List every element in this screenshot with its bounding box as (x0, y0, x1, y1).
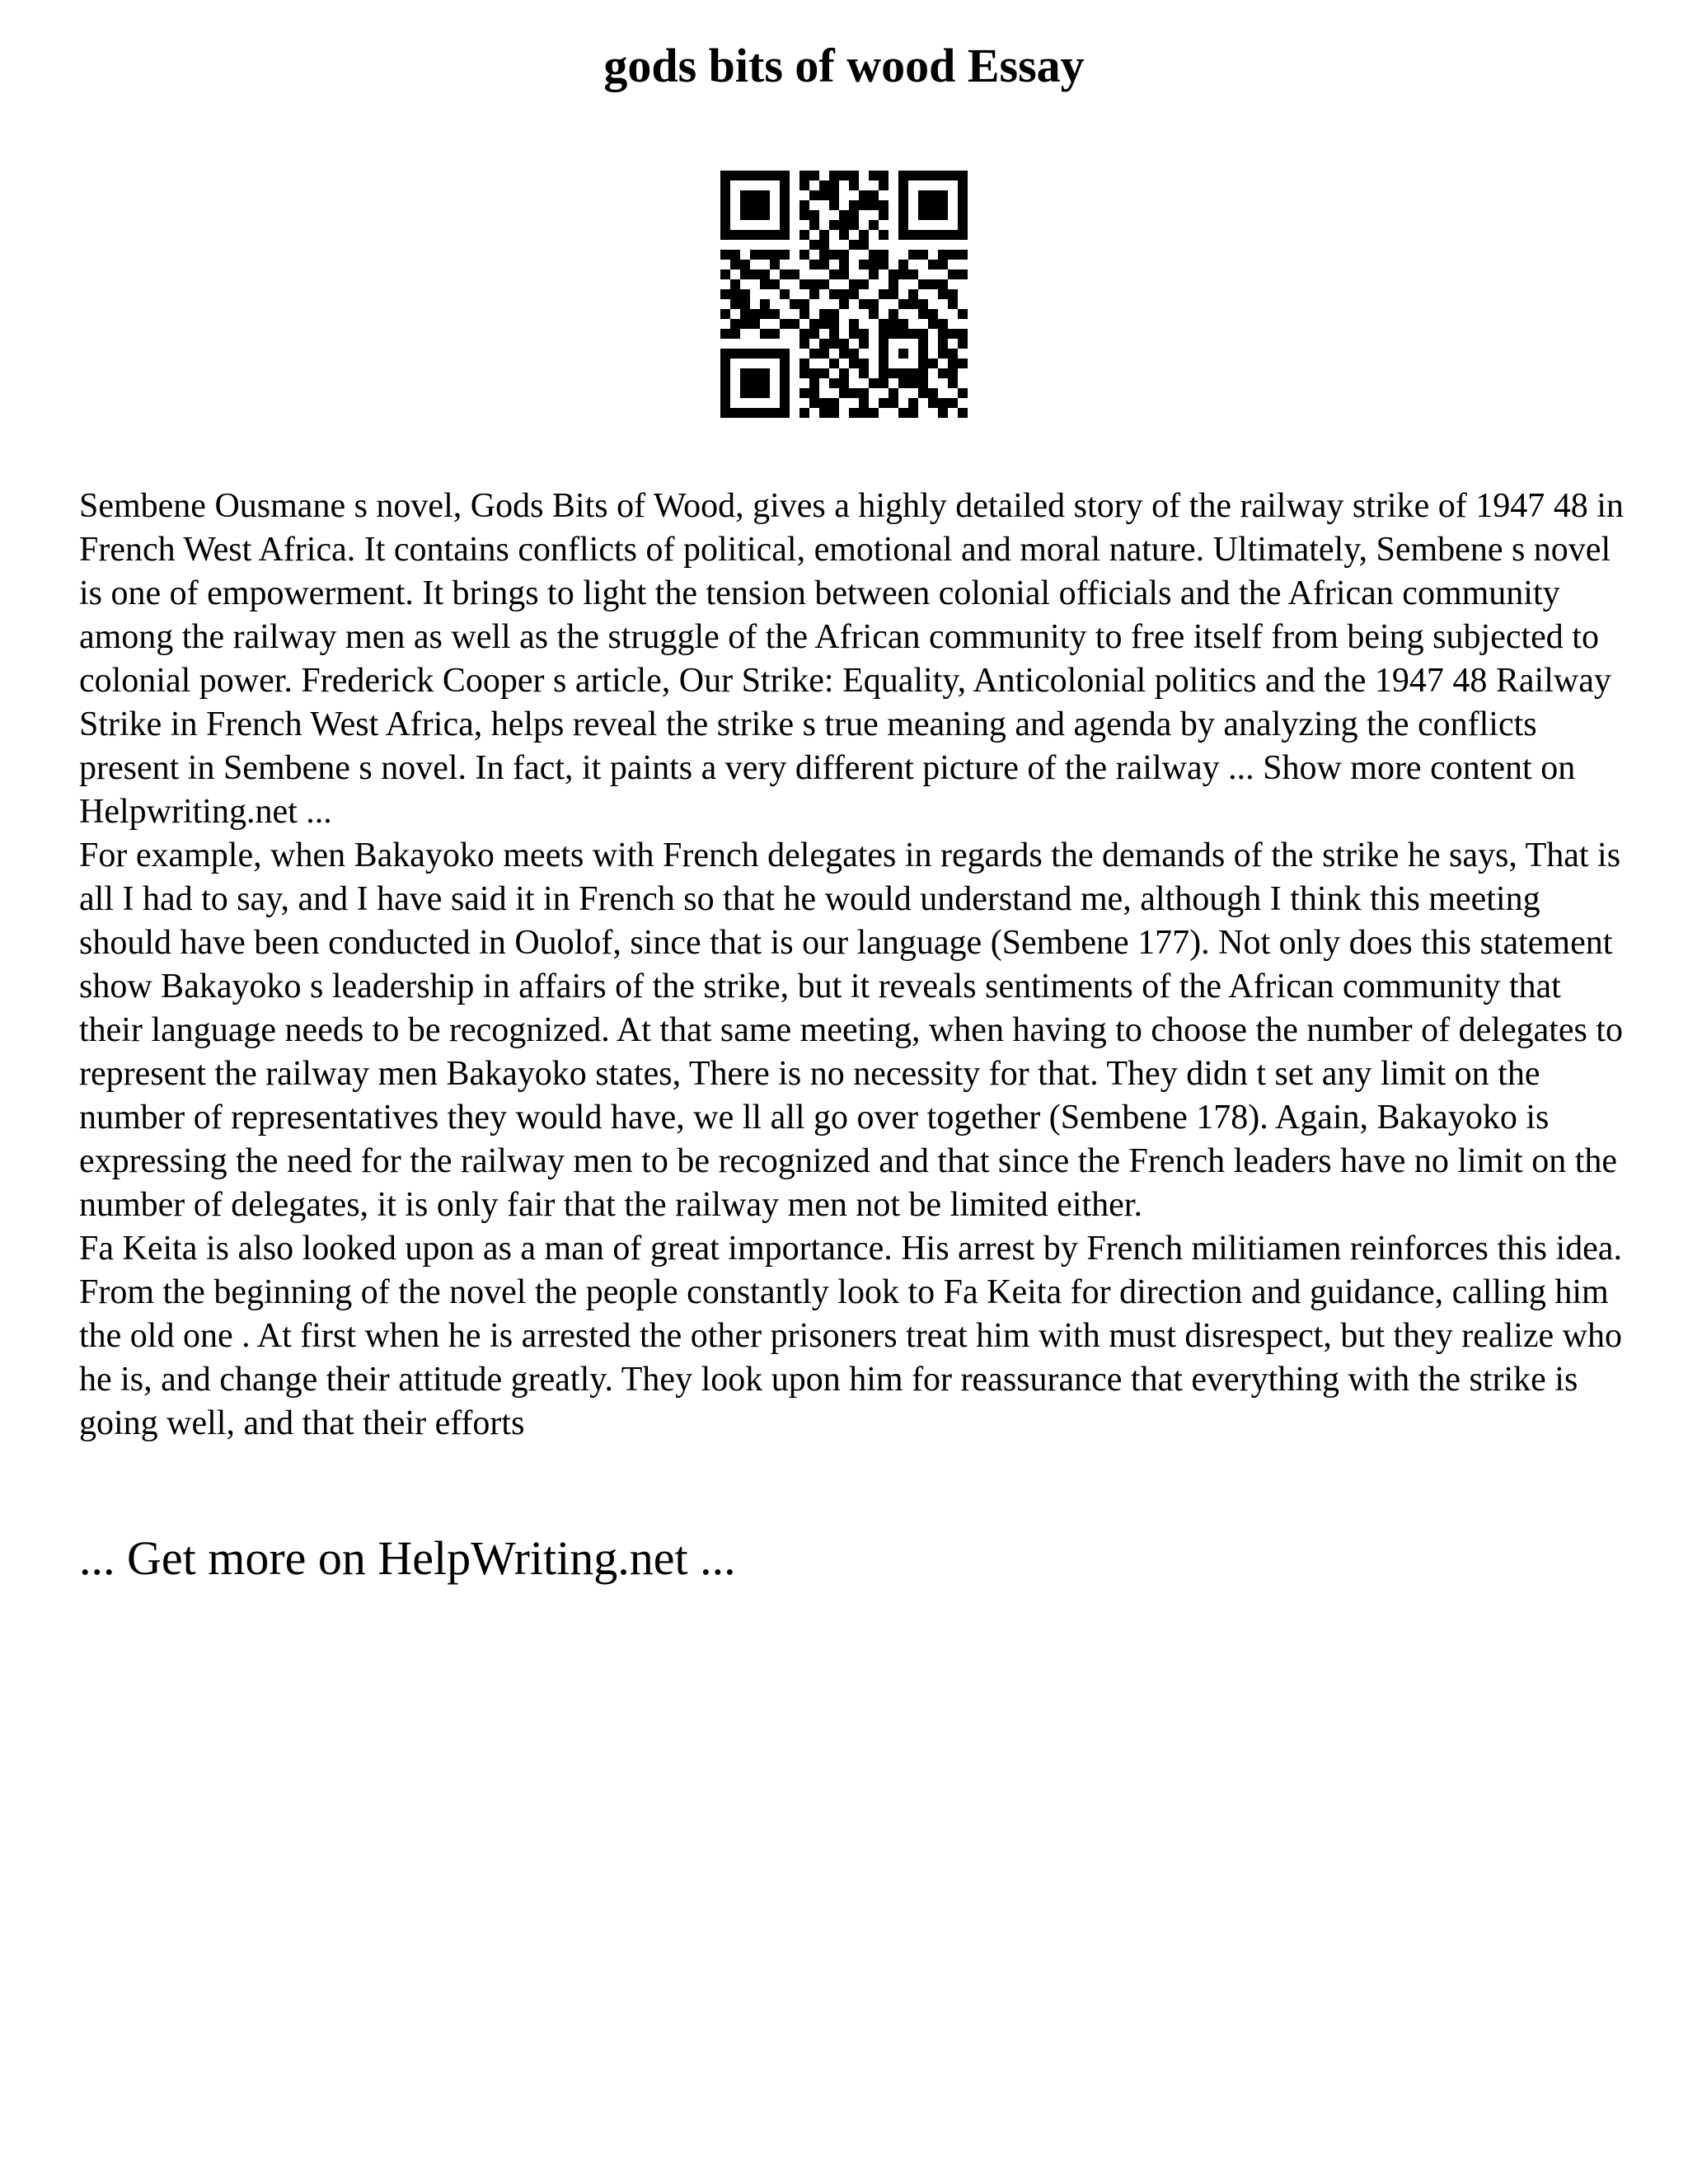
essay-paragraph-2: For example, when Bakayoko meets with French delegates in regards the demands of the strike he says, That is all I had to say, and I have said it in French so that he would understand me, although I think this meeting should have been conducted in Ouolof, since that is our language (Sembene 177). Not only does this statement show Bakayoko s leadership in affairs of the strike, but it reveals sentiments of the African community that their language needs to be recognized. At that same meeting, when having to choose the number of delegates to represent the railway men Bakayoko states, There is no necessity for that. They didn t set any limit on the number of representatives they would have, we ll all go over together (Sembene 178). Again, Bakayoko is expressing the need for the railway men to be recognized and that since the French leaders have no limit on the number of delegates, it is only fair that the railway men not be limited either. (79, 837, 1624, 1224)
essay-body (79, 485, 1629, 1446)
qr-code-icon (720, 171, 968, 418)
essay-paragraph-1: Sembene Ousmane s novel, Gods Bits of Wood, gives a highly detailed story of the railway strike of 1947 48 in French West Africa. It contains conflicts of political, emotional and moral nature. Ultimately, Sembene s novel is one of empowerment. It brings to light the tension between colonial officials and the African community among the railway men as well as the struggle of the African community to free itself from being subjected to colonial power. Frederick Cooper s article, Our Strike: Equality, Anticolonial politics and the 1947 48 Railway Strike in French West Africa, helps reveal the strike s true meaning and agenda by analyzing the conflicts present in Sembene s novel. In fact, it paints a very different picture of the railway ... Show more content on Helpwriting.net ... (79, 487, 1624, 831)
get-more-link[interactable]: ... Get more on HelpWriting.net ... (79, 1531, 736, 1585)
essay-paragraph-3: Fa Keita is also looked upon as a man of great importance. His arrest by French militiamen reinforces this idea. From the beginning of the novel the people constantly look to Fa Keita for direction and guidance, calling him the old one . At first when he is arrested the other prisoners treat him with must disrespect, but they realize who he is, and change their attitude greatly. They look upon him for reassurance that everything with the strike is going well, and that their efforts (79, 1230, 1623, 1442)
document-title: gods bits of wood Essay (603, 39, 1085, 92)
